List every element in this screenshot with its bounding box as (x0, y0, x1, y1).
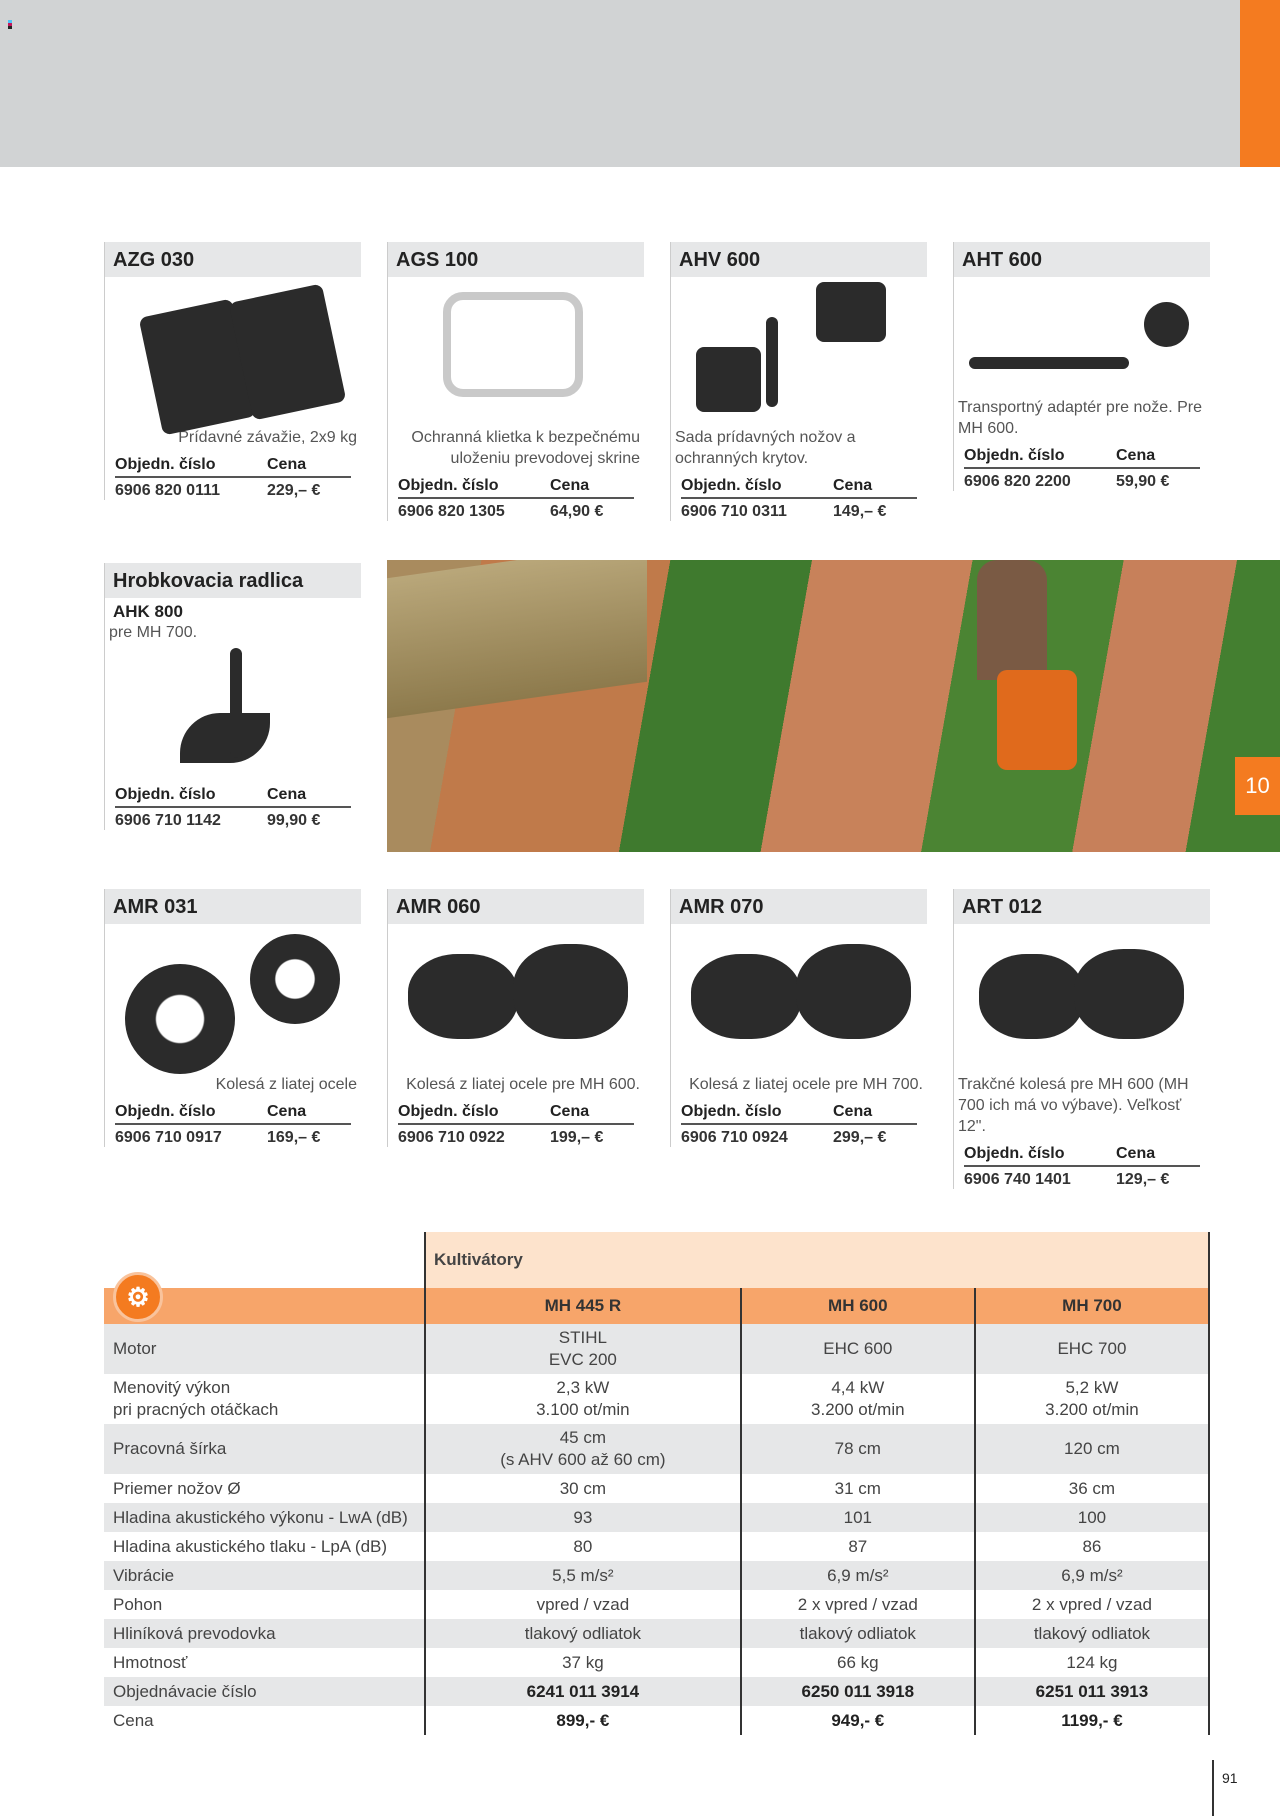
spec-value: 5,2 kW 3.200 ot/min (975, 1374, 1209, 1424)
cultivator-photo (387, 560, 1280, 852)
order-number: 6906 820 0111 (115, 482, 221, 499)
product-image (388, 924, 644, 1074)
price-label: Cena (267, 786, 307, 803)
spec-label: Objednávacie číslo (104, 1677, 425, 1706)
spec-label: Pracovná šírka (104, 1424, 425, 1474)
spec-value: 100 (975, 1503, 1209, 1532)
spec-value: 30 cm (425, 1474, 741, 1503)
spec-value: 78 cm (741, 1424, 975, 1474)
product-card (953, 242, 1210, 491)
price-label: Cena (267, 1103, 307, 1120)
spec-value: 37 kg (425, 1648, 741, 1677)
model-header: MH 600 (741, 1288, 975, 1324)
spec-label: Pohon (113, 1594, 163, 1614)
spec-label: Hladina akustického výkonu - LwA (dB) (104, 1503, 425, 1532)
spec-row (104, 1374, 1209, 1424)
price: 99,90 € (267, 812, 321, 829)
price: 59,90 € (1116, 473, 1170, 490)
order-number: 6906 820 1305 (398, 503, 505, 520)
product-title: AZG 030 (105, 242, 361, 277)
header-band (0, 0, 1240, 167)
spec-value: 5,5 m/s² (425, 1561, 741, 1590)
product-card (104, 889, 361, 1147)
order-number: 6906 740 1401 (964, 1171, 1071, 1188)
spec-value: tlakový odliatok (425, 1619, 741, 1648)
product-image (671, 924, 927, 1074)
spec-label: Hliníková prevodovka (104, 1619, 425, 1648)
spec-value: 36 cm (975, 1474, 1209, 1503)
spec-row (104, 1474, 1209, 1503)
order-number-label: Objedn. číslo (115, 456, 216, 473)
spec-value: vpred / vzad (425, 1590, 741, 1619)
product-description: Sada prídavných nožov a ochranných krytov. (675, 429, 856, 467)
order-number: 6906 820 2200 (964, 473, 1071, 490)
order-number-label: Objedn. číslo (398, 1103, 499, 1120)
price: 169,– € (267, 1129, 321, 1146)
product-card (387, 889, 644, 1147)
product-card (953, 889, 1210, 1189)
product-description: Kolesá z liatej ocele pre MH 600. (406, 1076, 640, 1093)
product-card (670, 889, 927, 1147)
spec-row (104, 1503, 1209, 1532)
spec-value: 6,9 m/s² (975, 1561, 1209, 1590)
product-image (105, 277, 361, 427)
price-label: Cena (833, 1103, 873, 1120)
spec-value: 31 cm (741, 1474, 975, 1503)
spec-value: 45 cm (s AHV 600 až 60 cm) (425, 1424, 741, 1474)
spec-label: Cena (113, 1710, 154, 1730)
spec-value: STIHL EVC 200 (425, 1324, 741, 1374)
spec-value: 101 (741, 1503, 975, 1532)
spec-row (104, 1324, 1209, 1374)
spec-label: Vibrácie (104, 1561, 425, 1590)
spec-value: 899,- € (425, 1706, 741, 1735)
product-title: AMR 070 (671, 889, 927, 924)
header-accent-strip (1240, 0, 1280, 167)
spec-value: 124 kg (975, 1648, 1209, 1677)
product-image (105, 643, 361, 778)
spec-value: 2,3 kW 3.100 ot/min (425, 1374, 741, 1424)
spec-value: tlakový odliatok (741, 1619, 975, 1648)
product-card (387, 242, 644, 521)
order-number-label: Objedn. číslo (964, 1145, 1065, 1162)
spec-label: Hmotnosť (113, 1652, 188, 1672)
price-label: Cena (550, 1103, 590, 1120)
order-number-label: Objedn. číslo (398, 477, 499, 494)
product-title: Hrobkovacia radlica (105, 563, 361, 598)
page-number: 91 (1212, 1760, 1238, 1816)
spec-label: Motor (104, 1324, 425, 1374)
spec-row (104, 1424, 1209, 1474)
product-card (104, 563, 361, 830)
spec-value: 66 kg (741, 1648, 975, 1677)
product-image (954, 277, 1210, 397)
spec-row (104, 1706, 1209, 1735)
spec-value: 1199,- € (975, 1706, 1209, 1735)
product-image (105, 924, 361, 1074)
spec-value: 93 (425, 1503, 741, 1532)
product-title: AGS 100 (388, 242, 644, 277)
spec-value: 4,4 kW 3.200 ot/min (741, 1374, 975, 1424)
spec-row (104, 1648, 1209, 1677)
spec-value: 6251 011 3913 (975, 1677, 1209, 1706)
spec-row (104, 1590, 1209, 1619)
order-number-label: Objedn. číslo (964, 447, 1065, 464)
price-label: Cena (833, 477, 873, 494)
order-number-label: Objedn. číslo (115, 786, 216, 803)
spec-label: Priemer nožov Ø (113, 1478, 241, 1498)
product-description: Kolesá z liatej ocele (215, 1076, 357, 1093)
order-number-label: Objedn. číslo (115, 1103, 216, 1120)
spec-value: 2 x vpred / vzad (741, 1590, 975, 1619)
spec-value: EHC 600 (741, 1324, 975, 1374)
spec-row (104, 1532, 1209, 1561)
cultivator-icon: ⚙ (113, 1272, 163, 1322)
spec-value: 6241 011 3914 (425, 1677, 741, 1706)
model-header: MH 700 (975, 1288, 1209, 1324)
price: 149,– € (833, 503, 887, 520)
product-image (671, 277, 927, 427)
product-card (104, 242, 361, 500)
price: 299,– € (833, 1129, 887, 1146)
product-title: ART 012 (954, 889, 1210, 924)
spec-value: 949,- € (741, 1706, 975, 1735)
spec-value: 2 x vpred / vzad (975, 1590, 1209, 1619)
product-description: Trakčné kolesá pre MH 600 (MH 700 ich má vo výbave). Veľkosť 12". (958, 1076, 1189, 1135)
section-tab[interactable]: 10 (1235, 757, 1280, 815)
spec-value: 6,9 m/s² (741, 1561, 975, 1590)
order-number: 6906 710 1142 (115, 812, 221, 829)
order-number: 6906 710 0311 (681, 503, 787, 520)
price: 229,– € (267, 482, 321, 499)
price: 64,90 € (550, 503, 604, 520)
product-card (670, 242, 927, 521)
price-label: Cena (1116, 1145, 1156, 1162)
order-number-label: Objedn. číslo (681, 1103, 782, 1120)
order-number: 6906 710 0917 (115, 1129, 222, 1146)
product-title: AMR 031 (105, 889, 361, 924)
group-title: Kultivátory (425, 1232, 1209, 1288)
product-image (388, 277, 644, 427)
spec-value: 120 cm (975, 1424, 1209, 1474)
product-title: AHV 600 (671, 242, 927, 277)
product-description: Kolesá z liatej ocele pre MH 700. (689, 1076, 923, 1093)
product-image (954, 924, 1210, 1074)
spec-value: 87 (741, 1532, 975, 1561)
spec-value: EHC 700 (975, 1324, 1209, 1374)
spec-value: 80 (425, 1532, 741, 1561)
spec-value: 6250 011 3918 (741, 1677, 975, 1706)
color-marks (8, 20, 12, 29)
product-description: Prídavné závažie, 2x9 kg (178, 429, 357, 446)
product-description: Transportný adaptér pre nože. Pre MH 600. (958, 399, 1202, 437)
spec-label: Menovitý výkon pri pracných otáčkach (113, 1378, 279, 1419)
model-header: MH 445 R (425, 1288, 741, 1324)
spec-label: Hladina akustického tlaku - LpA (dB) (113, 1536, 388, 1556)
spec-row (104, 1561, 1209, 1590)
price: 199,– € (550, 1129, 604, 1146)
product-code: AHK 800 (113, 602, 183, 621)
spec-row (104, 1677, 1209, 1706)
spec-row (104, 1619, 1209, 1648)
order-number: 6906 710 0922 (398, 1129, 505, 1146)
order-number: 6906 710 0924 (681, 1129, 788, 1146)
product-title: AHT 600 (954, 242, 1210, 277)
price-label: Cena (550, 477, 590, 494)
product-description: Ochranná klietka k bezpečnému uloženiu prevodovej skrine (411, 429, 640, 467)
specs-table (104, 1232, 1210, 1735)
product-description: pre MH 700. (109, 624, 198, 641)
price-label: Cena (267, 456, 307, 473)
spec-value: 86 (975, 1532, 1209, 1561)
price-label: Cena (1116, 447, 1156, 464)
product-title: AMR 060 (388, 889, 644, 924)
price: 129,– € (1116, 1171, 1170, 1188)
order-number-label: Objedn. číslo (681, 477, 782, 494)
spec-value: tlakový odliatok (975, 1619, 1209, 1648)
